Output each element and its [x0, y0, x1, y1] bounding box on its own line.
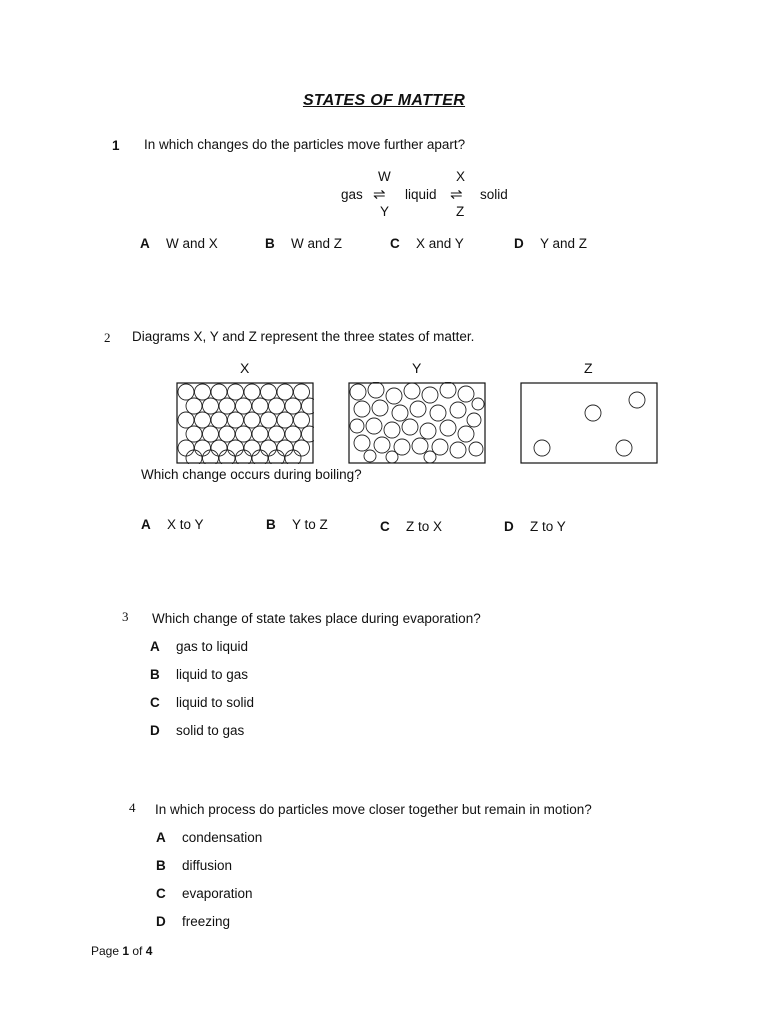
q3-option-b-text: liquid to gas [176, 667, 249, 682]
q4-option-a-letter: A [156, 830, 166, 845]
q3-option-b-letter: B [150, 667, 160, 682]
q3-option-c-text: liquid to solid [176, 695, 255, 710]
diagram-z-label: Z [584, 360, 593, 376]
q4-option-c-text: evaporation [182, 886, 253, 901]
q2-option-c-text: Z to X [406, 519, 443, 534]
page-title: STATES OF MATTER [302, 92, 466, 109]
question-3-number: 3 [122, 609, 129, 624]
q2-option-a-letter: A [141, 517, 151, 532]
page-prefix: Page [91, 944, 123, 958]
diagram-z-gas [520, 382, 658, 464]
diagram-y-liquid [348, 382, 486, 464]
q1-option-a-text: W and X [166, 236, 218, 251]
eq-arrow2-bottom: Z [456, 204, 465, 219]
diagram-x-label: X [240, 360, 250, 376]
q3-option-d-text: solid to gas [176, 723, 245, 738]
q2-option-c-letter: C [380, 519, 390, 534]
q4-option-b-text: diffusion [182, 858, 233, 873]
diagram-x-solid [176, 382, 314, 464]
question-4-text: In which process do particles move closer together but remain in motion? [155, 802, 592, 817]
question-4-number: 4 [129, 800, 136, 815]
equilibrium-arrow-icon: ⇌ [450, 186, 463, 203]
q1-option-d-text: Y and Z [540, 236, 588, 251]
page-current: 1 [122, 944, 130, 958]
eq-arrow2-top: X [456, 169, 466, 184]
q1-option-c-letter: C [390, 236, 400, 251]
q1-option-a-letter: A [140, 236, 150, 251]
question-3-text: Which change of state takes place during evaporation? [152, 611, 481, 626]
q2-option-b-text: Y to Z [292, 517, 328, 532]
eq-solid: solid [480, 187, 508, 202]
q2-option-d-letter: D [504, 519, 514, 534]
page-total: 4 [145, 944, 153, 958]
page-number [91, 944, 152, 958]
diagram-y-label: Y [412, 360, 422, 376]
q1-option-d-letter: D [514, 236, 524, 251]
eq-liquid: liquid [405, 187, 437, 202]
q4-option-d-letter: D [156, 914, 166, 929]
q2-option-d-text: Z to Y [530, 519, 566, 534]
question-1-text: In which changes do the particles move further apart? [144, 137, 466, 152]
q3-option-d-letter: D [150, 723, 160, 738]
q1-option-b-letter: B [265, 236, 275, 251]
eq-arrow1-bottom: Y [380, 204, 390, 219]
q3-option-c-letter: C [150, 695, 160, 710]
q2-option-b-letter: B [266, 517, 276, 532]
q4-option-d-text: freezing [182, 914, 231, 929]
page-of: of [129, 944, 146, 958]
q2-option-a-text: X to Y [167, 517, 204, 532]
question-2-subtext: Which change occurs during boiling? [141, 467, 362, 482]
q4-option-c-letter: C [156, 886, 166, 901]
q3-option-a-text: gas to liquid [176, 639, 249, 654]
question-1-number: 1 [112, 138, 120, 153]
question-2-text: Diagrams X, Y and Z represent the three states of matter. [132, 329, 475, 344]
q4-option-b-letter: B [156, 858, 166, 873]
q4-option-a-text: condensation [182, 830, 263, 845]
equilibrium-arrow-icon: ⇌ [373, 186, 386, 203]
eq-arrow1-top: W [378, 169, 391, 184]
q1-option-c-text: X and Y [416, 236, 464, 251]
q1-option-b-text: W and Z [291, 236, 343, 251]
q3-option-a-letter: A [150, 639, 160, 654]
eq-gas: gas [341, 187, 363, 202]
question-2-number: 2 [104, 330, 111, 345]
